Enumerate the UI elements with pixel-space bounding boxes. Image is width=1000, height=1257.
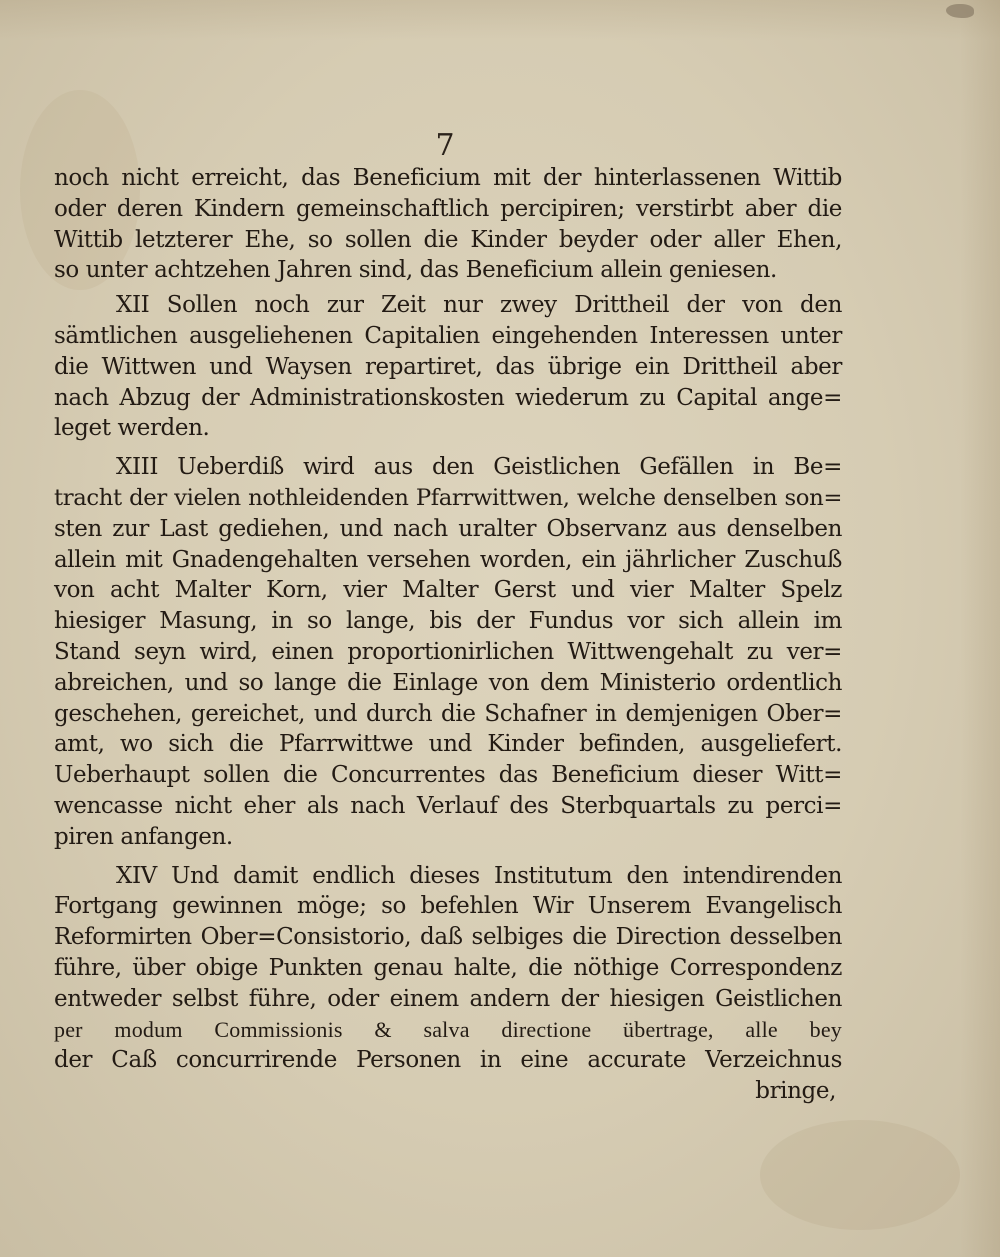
paragraph-xii xyxy=(54,290,842,444)
text-line: Fortgang gewinnen möge; so befehlen Wir Unserem Evangelisch xyxy=(54,893,842,920)
text-line: amt, wo sich die Pfarrwittwe und Kinder befinden, ausgeliefert. xyxy=(54,731,842,758)
text-line: so unter achtzehen Jahren sind, das Beneficium allein geniesen. xyxy=(54,257,777,284)
text-line: hiesiger Masung, in so lange, bis der Fundus vor sich allein im xyxy=(54,608,842,635)
paragraph-xiii xyxy=(54,452,842,852)
text-line: Reformirten Ober=Consistorio, daß selbiges die Direction desselben xyxy=(54,924,842,951)
text-line: oder deren Kindern gemeinschaftlich percipiren; verstirbt aber die xyxy=(54,195,842,222)
text-line: von acht Malter Korn, vier Malter Gerst und vier Malter Spelz xyxy=(54,577,842,604)
text-line: sämtlichen ausgeliehenen Capitalien eingehenden Interessen unter xyxy=(54,322,842,349)
text-line: wencasse nicht eher als nach Verlauf des Sterbquartals zu perci= xyxy=(54,792,842,819)
text-line: leget werden. xyxy=(54,415,210,442)
text-line: piren anfangen. xyxy=(54,823,233,850)
page-number: 7 xyxy=(435,128,455,163)
text-line: noch nicht erreicht, das Beneficium mit der hinterlassenen Wittib xyxy=(54,165,842,191)
text-line: nach Abzug der Administrationskosten wiederum zu Capital ange= xyxy=(54,384,842,411)
paper-edge-shadow xyxy=(0,0,1000,40)
text-line: Stand seyn wird, einen proportionirlichen Wittwengehalt zu ver= xyxy=(54,638,842,665)
paper-stain xyxy=(760,1120,960,1230)
text-line: Wittib letzterer Ehe, so sollen die Kinder beyder oder aller Ehen, xyxy=(54,226,842,253)
catchword: bringe, xyxy=(755,1078,836,1105)
text-line: die Wittwen und Waysen repartiret, das übrige ein Drittheil aber xyxy=(54,353,842,380)
text-line-latin: per modum Commissionis & salva directione übertrage, alle bey xyxy=(54,1016,842,1042)
text-line: allein mit Gnadengehalten versehen worden, ein jährlicher Zuschuß xyxy=(54,546,842,573)
text-line: Ueberhaupt sollen die Concurrentes das Beneficium dieser Witt= xyxy=(54,762,842,789)
body-text xyxy=(54,163,842,1107)
text-line: XIV Und damit endlich dieses Institutum den intendirenden xyxy=(116,862,842,889)
text-line: tracht der vielen nothleidenden Pfarrwittwen, welche denselben son= xyxy=(54,484,842,511)
paper-edge-shadow xyxy=(960,0,1000,1257)
text-line: entweder selbst führe, oder einem andern der hiesigen Geistlichen xyxy=(54,985,842,1012)
text-line: der Caß concurrirende Personen in eine accurate Verzeichnus xyxy=(54,1047,842,1074)
paragraph-xiv xyxy=(54,861,842,1077)
text-line: geschehen, gereichet, und durch die Schafner in demjenigen Ober= xyxy=(54,700,842,727)
text-line: sten zur Last gediehen, und nach uralter Observanz aus denselben xyxy=(54,515,842,542)
text-line: abreichen, und so lange die Einlage von dem Ministerio ordentlich xyxy=(54,669,842,696)
text-line: XII Sollen noch zur Zeit nur zwey Drittheil der von den xyxy=(116,292,842,319)
text-line: XIII Ueberdiß wird aus den Geistlichen Gefällen in Be= xyxy=(116,454,842,481)
text-line: führe, über obige Punkten genau halte, die nöthige Correspondenz xyxy=(54,954,842,981)
paragraph-continuation xyxy=(54,163,842,286)
ink-blot-mark xyxy=(946,4,974,18)
